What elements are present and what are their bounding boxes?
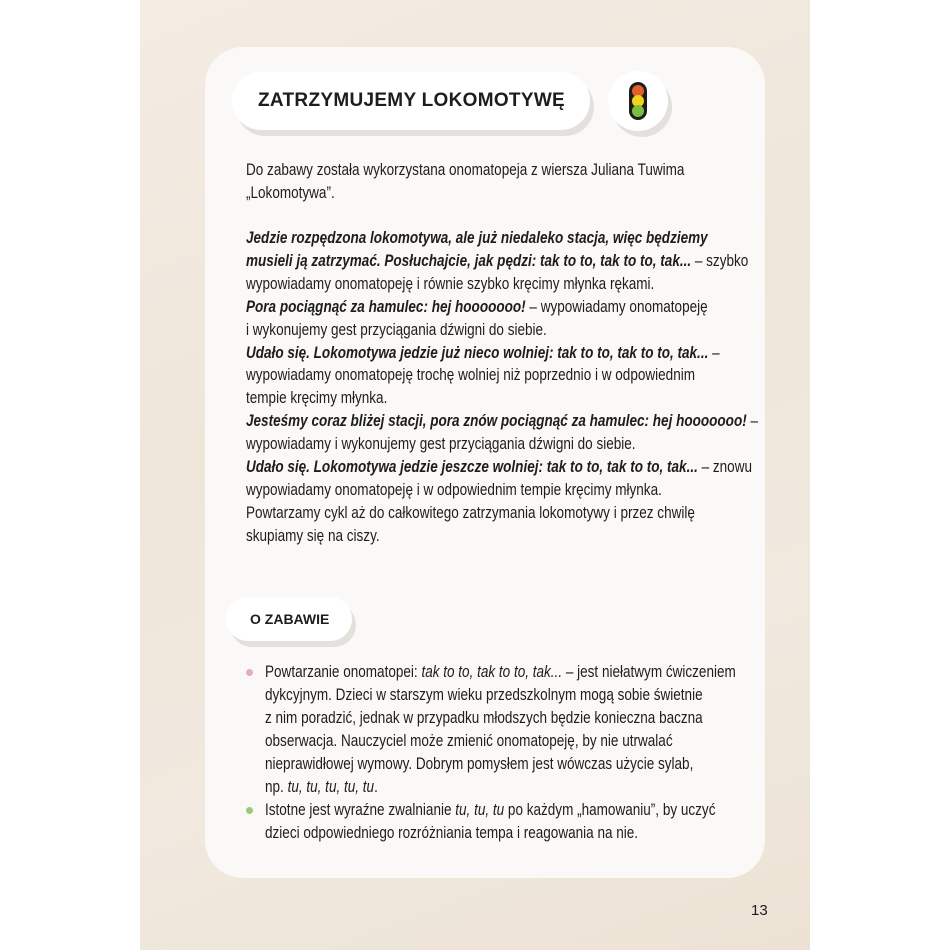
text-line — [265, 823, 638, 843]
text-run: wypowiadamy onomatopeję i w odpowiednim tempie kręcimy młynka. — [246, 480, 662, 499]
text-line — [246, 320, 547, 340]
text-line — [246, 503, 695, 523]
emphasized-text: tak to to, tak to to, tak... — [421, 663, 563, 681]
text-run: – — [708, 343, 720, 362]
text-run: wypowiadamy i wykonujemy gest przyciągania dźwigni do siebie. — [246, 435, 636, 454]
text-line — [246, 388, 387, 408]
text-run: – znowu — [697, 458, 753, 476]
text-line — [265, 685, 703, 705]
text-line — [246, 411, 758, 431]
text-line — [246, 343, 720, 363]
emphasized-text: tu, tu, tu, tu, tu — [287, 778, 375, 796]
icon-badge — [608, 71, 668, 131]
text-run: Do zabawy została wykorzystana onomatopeja z wiersza Juliana Tuwima — [246, 161, 685, 179]
text-line — [246, 274, 654, 294]
text-line — [265, 731, 673, 751]
traffic-light-icon — [629, 82, 647, 120]
text-run: np. — [265, 778, 288, 796]
text-line — [265, 662, 736, 682]
emphasized-text: Udało się. Lokomotywa jedzie jeszcze wolniej: tak to to, tak to to, tak... — [246, 458, 698, 476]
text-line — [246, 251, 748, 271]
text-run: Powtarzamy cykl aż do całkowitego zatrzymania lokomotywy i przez chwilę — [246, 503, 695, 522]
text-line — [265, 708, 703, 728]
text-line — [246, 480, 662, 500]
bullet-green — [246, 807, 253, 814]
text-line — [265, 800, 715, 820]
text-run: nieprawidłowej wymowy. Dobrym pomysłem jest wówczas użycie sylab, — [265, 755, 694, 773]
text-line — [246, 228, 708, 248]
text-run: Istotne jest wyraźne zwalnianie — [265, 801, 456, 819]
page-title: ZATRZYMUJEMY LOKOMOTYWĘ — [258, 90, 566, 111]
text-run: „Lokomotywa”. — [246, 184, 335, 202]
text-line — [246, 526, 380, 546]
emphasized-text: Udało się. Lokomotywa jedzie już nieco wolniej: tak to to, tak to to, tak... — [246, 343, 709, 362]
text-line — [265, 754, 693, 774]
text-line — [246, 457, 752, 477]
text-run: i wykonujemy gest przyciągania dźwigni do siebie. — [246, 320, 547, 339]
green-light — [632, 105, 644, 117]
emphasized-text: Jedzie rozpędzona lokomotywa, ale już niedaleko stacja, więc będziemy — [246, 229, 708, 247]
emphasized-text: tu, tu, tu — [455, 801, 505, 819]
text-run: po każdym „hamowaniu”, by uczyć — [504, 801, 716, 819]
text-run: . — [374, 778, 378, 796]
text-line — [246, 365, 695, 385]
text-line — [246, 183, 335, 203]
text-line — [246, 434, 636, 454]
text-run: – jest niełatwym ćwiczeniem — [562, 663, 736, 681]
text-run: dykcyjnym. Dzieci w starszym wieku przedszkolnym mogą sobie świetnie — [265, 686, 703, 704]
text-line — [265, 777, 378, 797]
text-run: wypowiadamy onomatopeję trochę wolniej niż poprzednio i w odpowiednim — [246, 366, 696, 385]
bullet-pink — [246, 669, 253, 676]
section-heading-pill — [226, 597, 352, 641]
text-run: skupiamy się na ciszy. — [246, 526, 380, 545]
text-run: Powtarzanie onomatopei: — [265, 663, 422, 681]
emphasized-text: Pora pociągnąć za hamulec: hej hooooooo! — [246, 297, 526, 316]
section-heading: O ZABAWIE — [250, 611, 330, 627]
text-run: – szybko — [691, 251, 749, 270]
text-run: wypowiadamy onomatopeję i równie szybko kręcimy młynka rękami. — [246, 274, 655, 293]
text-run: z nim poradzić, jednak w przypadku młodszych będzie konieczna baczna — [265, 709, 703, 727]
text-run: obserwacja. Nauczyciel może zmienić onomatopeję, by nie utrwalać — [265, 732, 673, 750]
title-pill — [232, 72, 590, 130]
text-run: dzieci odpowiedniego rozróżniania tempa i reagowania na nie. — [265, 824, 639, 842]
text-run: tempie kręcimy młynka. — [246, 389, 388, 408]
emphasized-text: musieli ją zatrzymać. Posłuchajcie, jak pędzi: tak to to, tak to to, tak... — [246, 251, 692, 270]
page-number: 13 — [751, 902, 768, 919]
text-line — [246, 160, 684, 180]
text-line — [246, 297, 708, 317]
text-run: – wypowiadamy onomatopeję — [525, 297, 708, 316]
emphasized-text: Jesteśmy coraz bliżej stacji, pora znów pociągnąć za hamulec: hej hooooooo! — [246, 412, 747, 431]
text-run: – — [746, 412, 759, 431]
